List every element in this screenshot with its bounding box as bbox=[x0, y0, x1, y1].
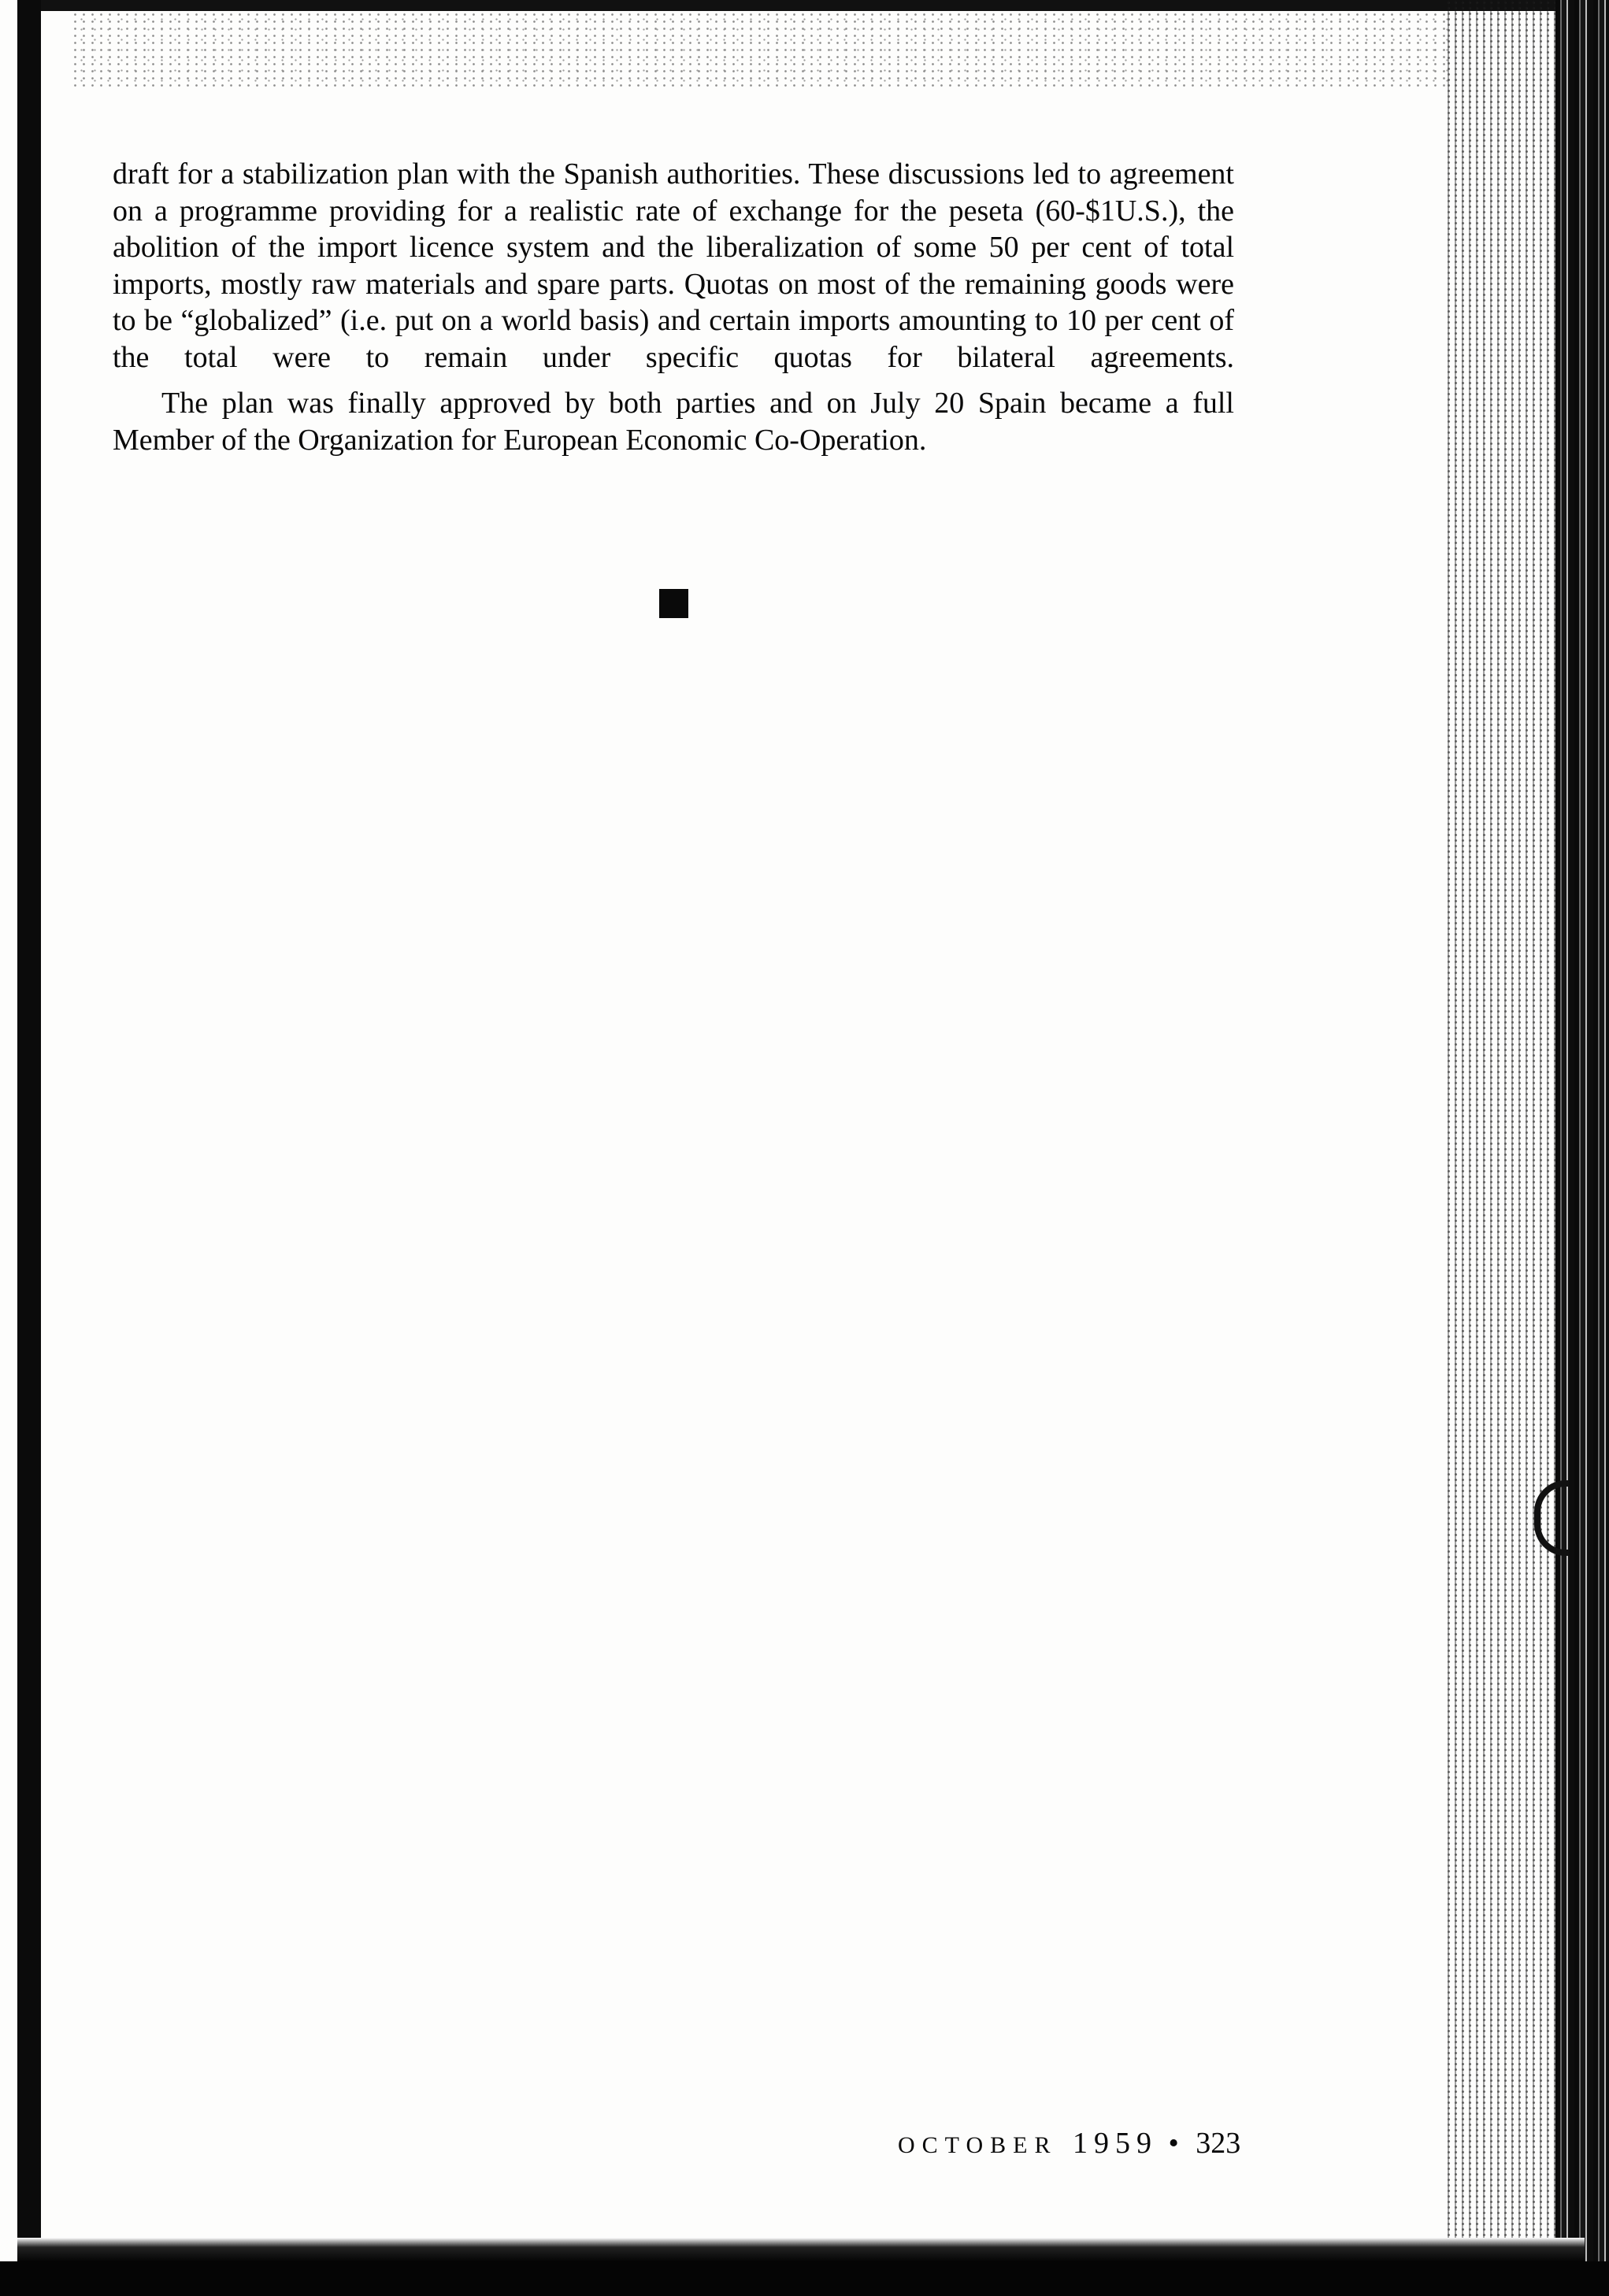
footer-month: OCTOBER bbox=[898, 2132, 1058, 2158]
scan-left-edge bbox=[17, 0, 41, 2252]
end-of-article-mark bbox=[659, 589, 688, 618]
article-body bbox=[113, 156, 1234, 458]
scan-spine-edge bbox=[1555, 0, 1609, 2268]
scan-top-edge bbox=[17, 0, 1561, 11]
page-footer bbox=[898, 2126, 1240, 2161]
footer-year: 1959 bbox=[1072, 2127, 1158, 2160]
paragraph-plan-approved: The plan was finally approved by both parties and on July 20 Spain became a full Member of the Organization for European Economic Co-Operation. bbox=[113, 387, 1234, 457]
scan-bottom-shadow bbox=[17, 2238, 1585, 2261]
paragraph-stabilization-plan: draft for a stabilization plan with the Spanish authorities. These discussions led to agreement on a programme providing for a realistic rate of exchange for the peseta (60-$1U.S.), the abolition of the import licence system and the liberalization of some 50 per cent of total imports, mostly raw materials and spare parts. Quotas on most of the remaining goods were to be “globalized” (i.e. put on a world basis) and certain imports amounting to 10 per cent of the total were to remain under specific quotas for bilateral agreements. bbox=[113, 157, 1234, 374]
scan-top-speckle bbox=[71, 11, 1449, 90]
footer-separator: • bbox=[1168, 2127, 1179, 2160]
scan-binding-shadow bbox=[1445, 0, 1555, 2252]
scan-bottom-edge bbox=[0, 2261, 1609, 2296]
page-number: 323 bbox=[1196, 2127, 1241, 2160]
